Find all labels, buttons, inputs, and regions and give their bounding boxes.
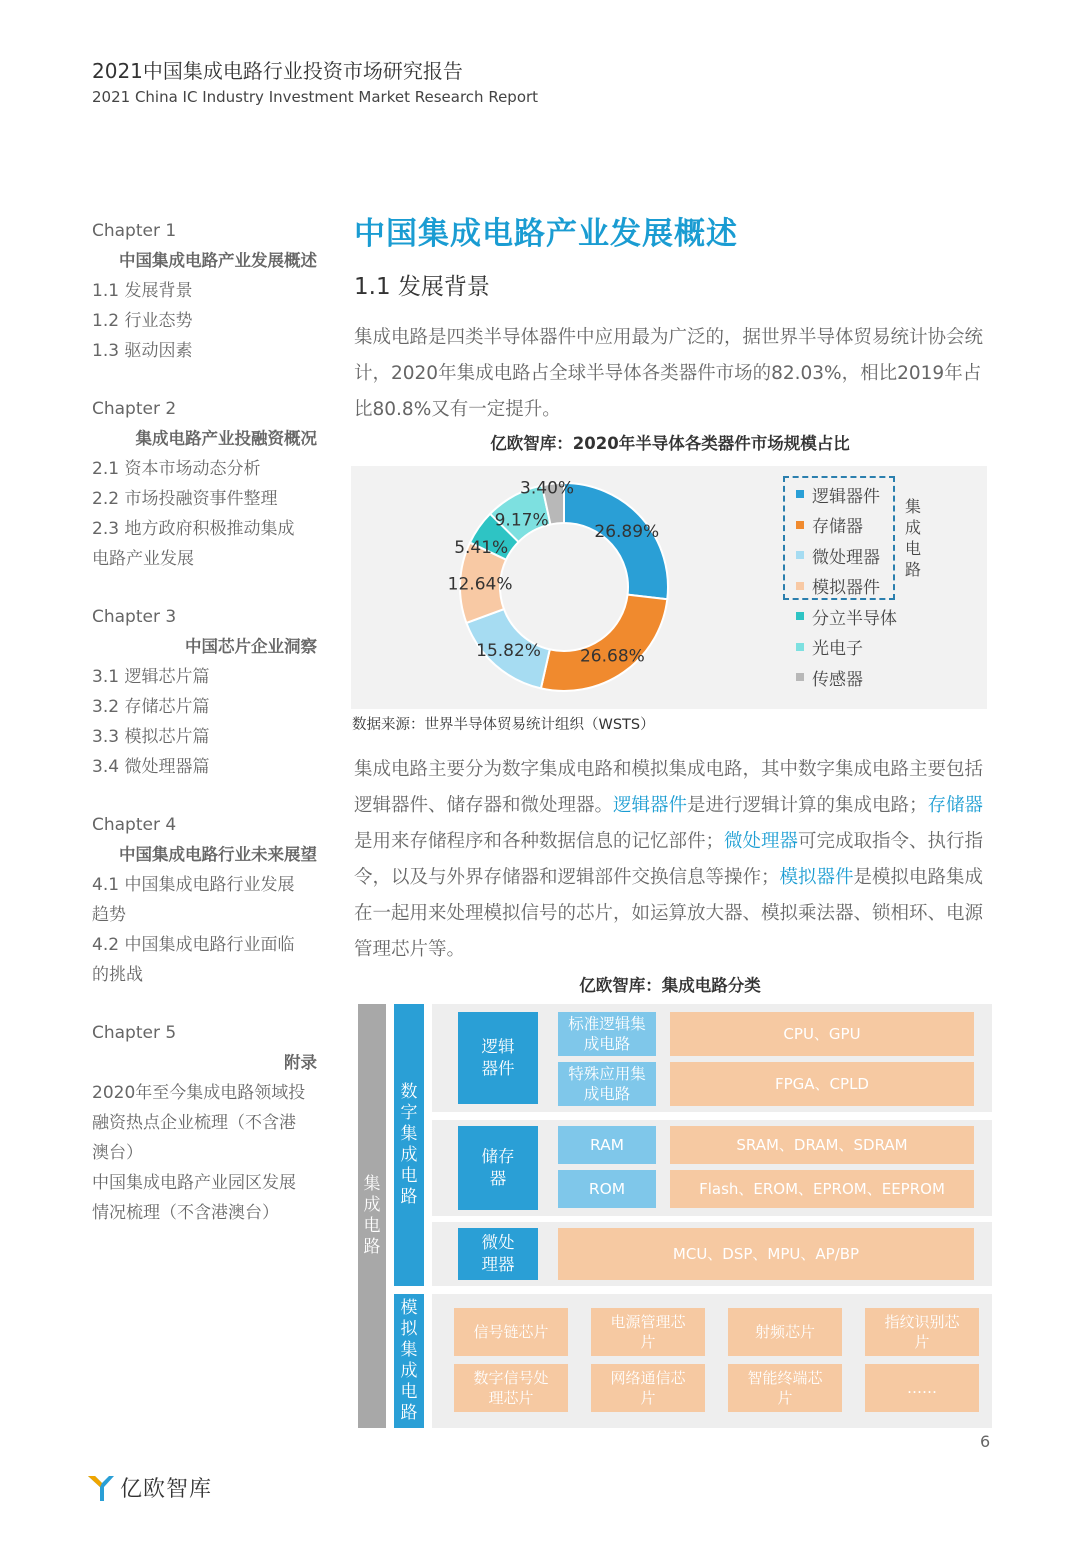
cpu-box xyxy=(670,1012,974,1056)
asic-label: 特殊应用集成电路 xyxy=(568,1065,646,1103)
logic-label: 逻辑器件 xyxy=(481,1037,515,1078)
legend-label: 光电子 xyxy=(812,639,863,660)
analog-bar xyxy=(394,1294,424,1428)
legend-swatch xyxy=(796,521,804,529)
toc-item[interactable]: 中国集成电路产业园区发展 xyxy=(92,1173,296,1193)
analog-label: 模拟集成电路 xyxy=(400,1298,418,1423)
legend-item xyxy=(796,571,897,602)
storage-panel xyxy=(432,1120,992,1216)
ic-classification-diagram xyxy=(356,1004,992,1428)
toc-item[interactable]: 3.4 微处理器篇 xyxy=(92,757,210,777)
report-title-zh: 2021中国集成电路行业投资市场研究报告 xyxy=(92,59,463,83)
table-of-contents xyxy=(92,216,317,1228)
toc-chapter-title[interactable]: 附录 xyxy=(284,1053,317,1072)
toc-item[interactable]: 澳台） xyxy=(92,1143,143,1163)
section-title: 1.1 发展背景 xyxy=(354,274,490,300)
slice-label: 12.64% xyxy=(447,574,513,595)
micro-box xyxy=(458,1228,538,1280)
legend-item xyxy=(796,632,897,663)
legend-label: 逻辑器件 xyxy=(812,486,880,507)
root-bar xyxy=(358,1004,386,1428)
slice-label: 26.89% xyxy=(594,522,660,543)
toc-item[interactable]: 3.1 逻辑芯片篇 xyxy=(92,667,210,687)
slice-label: 26.68% xyxy=(579,646,645,667)
legend-label: 微处理器 xyxy=(812,547,880,568)
flash-label: Flash、EROM、EPROM、EEPROM xyxy=(699,1180,945,1198)
toc-item[interactable]: 4.2 中国集成电路行业面临 xyxy=(92,935,295,955)
std-logic-label: 标准逻辑集成电路 xyxy=(568,1015,646,1053)
rom-label: ROM xyxy=(588,1180,626,1198)
toc-item[interactable]: 情况梳理（不含港澳台） xyxy=(92,1203,279,1223)
legend-label: 传感器 xyxy=(812,669,863,690)
legend-swatch xyxy=(796,551,804,559)
logo-icon xyxy=(86,1473,116,1503)
toc-item[interactable]: 2.2 市场投融资事件整理 xyxy=(92,489,278,509)
logic-box xyxy=(458,1012,538,1104)
donut-chart xyxy=(351,466,691,709)
cpu-label: CPU、GPU xyxy=(783,1025,861,1043)
analog-item-label: 信号链芯片 xyxy=(473,1323,549,1341)
legend-item xyxy=(796,510,897,541)
sram-box xyxy=(670,1126,974,1164)
legend-swatch xyxy=(796,490,804,498)
analog-item-label: 网络通信芯片 xyxy=(610,1369,686,1407)
slice-label: 9.17% xyxy=(494,510,549,531)
analog-item-label: 智能终端芯片 xyxy=(747,1369,823,1407)
storage-box xyxy=(458,1126,538,1210)
legend-swatch xyxy=(796,582,804,590)
legend-item xyxy=(796,479,897,510)
chart-title: 亿欧智库：2020年半导体各类器件市场规模占比 xyxy=(490,434,850,453)
legend-item xyxy=(796,601,897,632)
toc-item[interactable]: 1.3 驱动因素 xyxy=(92,341,193,361)
toc-item[interactable]: 1.1 发展背景 xyxy=(92,281,193,301)
legend-label: 存储器 xyxy=(812,517,863,538)
donut-slice xyxy=(541,595,667,691)
analog-item-box xyxy=(865,1364,979,1412)
legend-label: 分立半导体 xyxy=(812,608,897,629)
analog-item-box xyxy=(454,1308,568,1356)
text: 是用来存储程序和各种数据信息的记忆部件； xyxy=(354,831,725,852)
micro-panel xyxy=(432,1222,992,1286)
std-logic-box xyxy=(558,1012,656,1056)
toc-chapter-label[interactable]: Chapter 3 xyxy=(92,607,177,627)
root-label: 集成电路 xyxy=(363,1174,381,1257)
mcu-box xyxy=(558,1228,974,1280)
logic-panel xyxy=(432,1004,992,1112)
toc-item[interactable]: 的挑战 xyxy=(92,965,143,985)
toc-item[interactable]: 4.1 中国集成电路行业发展 xyxy=(92,875,295,895)
text: 可完成取指令、执行指令，以及与外界存储器和逻辑部件交换信息等操作； xyxy=(354,831,984,888)
toc-item[interactable]: 3.3 模拟芯片篇 xyxy=(92,727,210,747)
toc-chapter-title[interactable]: 中国芯片企业洞察 xyxy=(185,637,317,656)
toc-item[interactable]: 融资热点企业梳理（不含港 xyxy=(92,1113,296,1133)
toc-item[interactable]: 2020年至今集成电路领域投 xyxy=(92,1083,306,1103)
toc-item[interactable]: 2.3 地方政府积极推动集成 xyxy=(92,519,295,539)
analog-item-label: 数字信号处理芯片 xyxy=(473,1369,549,1407)
toc-item[interactable]: 1.2 行业态势 xyxy=(92,311,193,331)
toc-chapter-label[interactable]: Chapter 2 xyxy=(92,399,177,419)
legend-item xyxy=(796,662,897,693)
analog-item-box xyxy=(728,1364,842,1412)
analog-item-box xyxy=(454,1364,568,1412)
legend-swatch xyxy=(796,643,804,651)
text: 是模拟电路集成在一起用来处理模拟信号的芯片，如运算放大器、模拟乘法器、锁相环、电源管理芯片等。 xyxy=(354,867,984,960)
toc-item[interactable]: 趋势 xyxy=(92,905,126,925)
highlight-term: 存储器 xyxy=(927,795,984,816)
flash-box xyxy=(670,1170,974,1208)
analog-panel xyxy=(432,1294,992,1428)
toc-chapter-label[interactable]: Chapter 1 xyxy=(92,221,177,241)
analog-item-box xyxy=(591,1308,705,1356)
sram-label: SRAM、DRAM、SDRAM xyxy=(736,1136,908,1154)
toc-chapter-title[interactable]: 中国集成电路行业未来展望 xyxy=(119,845,317,864)
donut-chart-panel xyxy=(351,466,987,709)
ram-label: RAM xyxy=(589,1136,625,1154)
ram-box xyxy=(558,1126,656,1164)
text: 是进行逻辑计算的集成电路； xyxy=(687,795,928,816)
toc-item[interactable]: 2.1 资本市场动态分析 xyxy=(92,459,261,479)
paragraph-classification xyxy=(354,752,994,968)
page-number: 6 xyxy=(980,1432,991,1451)
analog-item-box xyxy=(591,1364,705,1412)
digital-bar xyxy=(394,1004,424,1286)
legend-swatch xyxy=(796,612,804,620)
legend-item xyxy=(796,540,897,571)
toc-item[interactable]: 3.2 存储芯片篇 xyxy=(92,697,210,717)
paragraph-intro: 集成电路是四类半导体器件中应用最为广泛的，据世界半导体贸易统计协会统计，2020年集成电路占全球半导体各类器件市场的82.03%，相比2019年占比80.8%又有一定提升。 xyxy=(354,327,984,420)
storage-label: 储存器 xyxy=(481,1147,515,1188)
rom-box xyxy=(558,1170,656,1208)
legend-label: 模拟器件 xyxy=(812,578,880,599)
slice-label: 15.82% xyxy=(476,641,541,662)
mcu-label: MCU、DSP、MPU、AP/BP xyxy=(672,1245,860,1263)
highlight-term: 模拟器件 xyxy=(779,867,854,888)
report-title-en: 2021 China IC Industry Investment Market Research Report xyxy=(92,88,539,106)
fpga-box xyxy=(670,1062,974,1106)
brand-logo xyxy=(86,1472,212,1503)
analog-item-label: 电源管理芯片 xyxy=(610,1313,686,1351)
slice-label: 5.41% xyxy=(454,537,509,558)
highlight-term: 微处理器 xyxy=(724,831,799,852)
micro-label: 微处理器 xyxy=(481,1233,515,1274)
logo-text: 亿欧智库 xyxy=(120,1477,213,1502)
diagram-title: 亿欧智库：集成电路分类 xyxy=(579,976,761,995)
page-title: 中国集成电路产业发展概述 xyxy=(354,216,738,252)
toc-chapter-label[interactable]: Chapter 5 xyxy=(92,1023,177,1043)
asic-box xyxy=(558,1062,656,1106)
slice-label: 3.40% xyxy=(520,478,575,499)
data-source: 数据来源：世界半导体贸易统计组织（WSTS） xyxy=(352,717,655,733)
toc-chapter-title[interactable]: 集成电路产业投融资概况 xyxy=(135,429,317,448)
analog-item-label: 射频芯片 xyxy=(754,1323,815,1341)
ic-group-label: 集成电路 xyxy=(904,497,921,579)
analog-item-label: 指纹识别芯片 xyxy=(884,1313,960,1351)
toc-item[interactable]: 电路产业发展 xyxy=(92,549,194,569)
fpga-label: FPGA、CPLD xyxy=(775,1075,869,1093)
analog-item-box xyxy=(865,1308,979,1356)
text: 集成电路主要分为数字集成电路和模拟集成电路，其中数字集成电路主要包括逻辑器件、储存器和微处理器。 xyxy=(354,759,984,816)
digital-label: 数字集成电路 xyxy=(400,1082,418,1207)
analog-item-box xyxy=(728,1308,842,1356)
toc-chapter-label[interactable]: Chapter 4 xyxy=(92,815,177,835)
toc-chapter-title[interactable]: 中国集成电路产业发展概述 xyxy=(119,251,317,270)
highlight-term: 逻辑器件 xyxy=(613,795,688,816)
legend-swatch xyxy=(796,673,804,681)
analog-item-label: …… xyxy=(907,1379,937,1397)
chart-legend xyxy=(796,479,897,693)
